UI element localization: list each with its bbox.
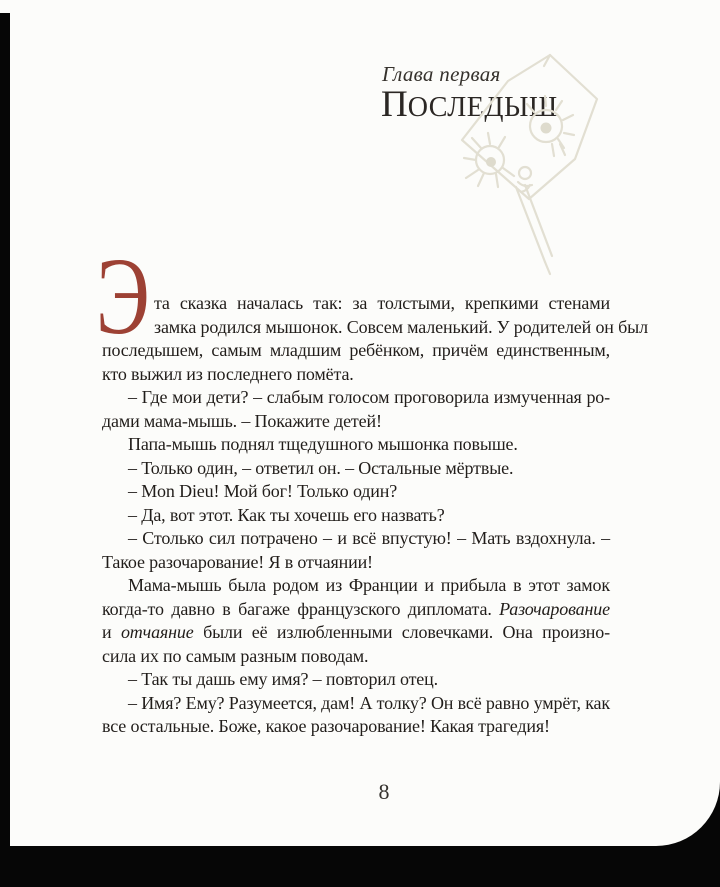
text-line: замка родился мышонок. Совсем маленький. У родителей он был: [154, 316, 648, 337]
text-line: Такое разочарование! Я в отчаянии!: [102, 551, 373, 572]
book-page: [10, 0, 720, 846]
text-line: – Mon Dieu! Мой бог! Только один?: [128, 481, 398, 501]
chapter-title-rest: ОСЛЕДЫШ: [407, 92, 558, 123]
text-line: Папа-мышь поднял тщедушного мышонка повыше.: [128, 434, 518, 454]
text-line: – Только один, – ответил он. – Остальные мёртвые.: [128, 457, 514, 478]
text-line: когда-то давно в багаже французского дипломата. Разочарование: [102, 598, 610, 619]
chapter-title: [381, 84, 558, 129]
chapter-label: Глава первая: [382, 62, 501, 86]
text-line: Мама-мышь была родом из Франции и прибыла в этот замок: [128, 575, 610, 595]
text-line: та сказка началась так: за толстыми, крепкими стенами: [154, 293, 610, 313]
text-line: кто выжил из последнего помёта.: [102, 363, 354, 384]
page-number: 8: [378, 779, 390, 804]
text-line: и отчаяние были её излюбленными словечками. Она произно-: [102, 622, 610, 642]
text-line: дами мама-мышь. – Покажите детей!: [102, 410, 382, 431]
chapter-title-initial: П: [381, 84, 408, 125]
text-line: – Столько сил потрачено – и всё впустую! – Мать вздохнула. –: [128, 528, 610, 548]
text-line: сила их по самым разным поводам.: [102, 645, 369, 666]
text-line: – Где мои дети? – слабым голосом проговорила измученная ро-: [128, 387, 610, 407]
scan-edge-sliver: [0, 0, 10, 13]
text-line: – Имя? Ему? Разумеется, дам! А толку? Он всё равно умрёт, как: [128, 692, 610, 713]
text-line: последышем, самым младшим ребёнком, причём единственным,: [102, 340, 610, 360]
body-text: [102, 292, 648, 739]
dropcap-letter: Э: [96, 235, 150, 357]
text-line: все остальные. Боже, какое разочарование! Какая трагедия!: [102, 716, 550, 736]
text-line: – Да, вот этот. Как ты хочешь его назвать?: [128, 504, 445, 525]
text-line: – Так ты дашь ему имя? – повторил отец.: [128, 669, 438, 689]
